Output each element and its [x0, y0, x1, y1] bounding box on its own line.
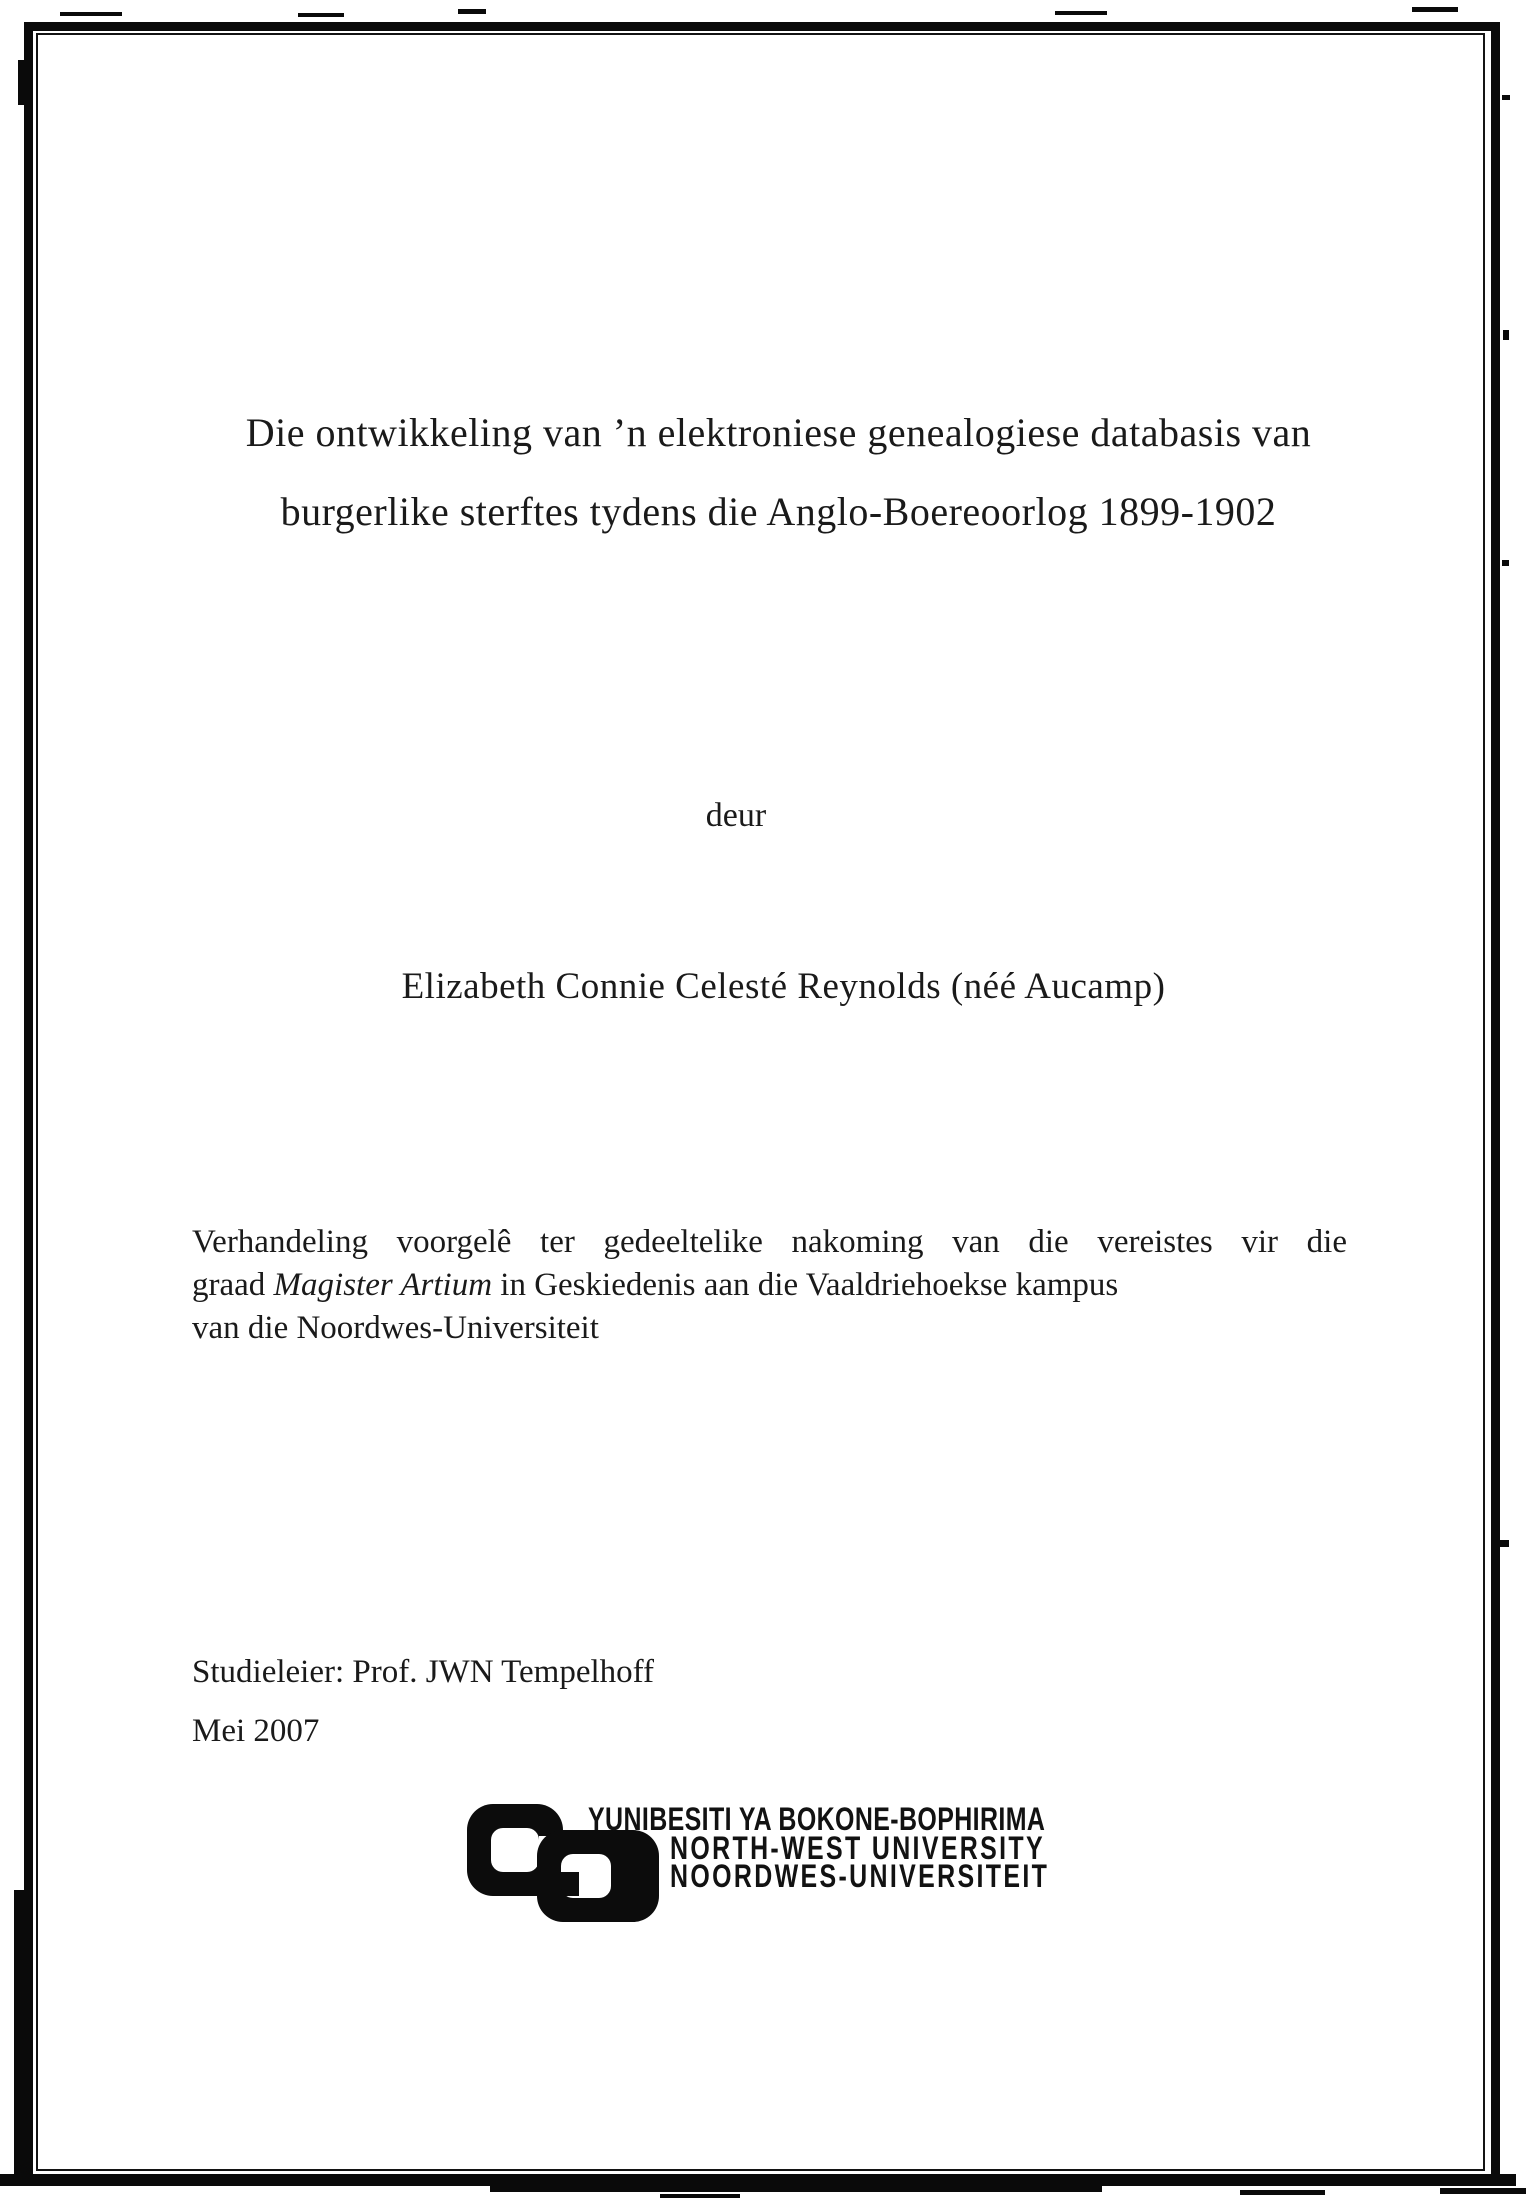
scan-artifact — [1412, 7, 1458, 12]
statement-line-2-pre: graad — [192, 1267, 274, 1303]
logo-wordmark-setswana: YUNIBESITI YA BOKONE-BOPHIRIMA — [588, 1801, 1046, 1837]
scan-artifact — [1502, 95, 1510, 100]
university-logo — [467, 1801, 1107, 1969]
scan-artifact — [1502, 560, 1509, 566]
scan-artifact — [1503, 330, 1509, 340]
scan-artifact — [14, 1890, 25, 2185]
scan-artifact — [660, 2194, 740, 2198]
supervisor-line: Studieleier: Prof. JWN Tempelhoff — [192, 1654, 655, 1690]
title-line-2: burgerlike sterftes tydens die Anglo-Boereoorlog 1899-1902 — [280, 489, 1277, 534]
scan-artifact — [1500, 1540, 1509, 1547]
statement-line-2-post: in Geskiedenis aan die Vaaldriehoekse kampus — [492, 1267, 1119, 1303]
thesis-title — [40, 393, 1517, 551]
date-line: Mei 2007 — [192, 1713, 320, 1749]
logo-wordmark-english: NORTH-WEST UNIVERSITY — [670, 1830, 1046, 1866]
scan-artifact — [1440, 2188, 1526, 2194]
scan-artifact — [490, 2186, 1102, 2192]
author-name: Elizabeth Connie Celesté Reynolds (néé Aucamp) — [401, 966, 1166, 1007]
scan-artifact — [18, 60, 26, 105]
title-line-1: Die ontwikkeling van ’n elektroniese genealogiese databasis van — [245, 410, 1312, 455]
scan-artifact — [60, 12, 122, 16]
statement-line-3: van die Noordwes-Universiteit — [192, 1310, 599, 1346]
scan-artifact — [0, 2174, 1516, 2186]
scan-artifact — [1055, 11, 1107, 15]
byline-deur: deur — [705, 797, 767, 834]
scan-artifact — [458, 9, 486, 14]
statement-line-2 — [192, 1264, 1347, 1307]
submission-statement — [192, 1221, 1347, 1350]
scan-artifact — [298, 13, 344, 17]
supervisor-block — [192, 1643, 654, 1761]
degree-name: Magister Artium — [273, 1267, 493, 1303]
statement-line-1: Verhandeling voorgelê ter gedeeltelike nakoming van die vereistes vir die — [192, 1224, 1347, 1260]
scan-artifact — [1240, 2190, 1325, 2195]
logo-wordmark-afrikaans: NOORDWES-UNIVERSITEIT — [670, 1858, 1050, 1894]
